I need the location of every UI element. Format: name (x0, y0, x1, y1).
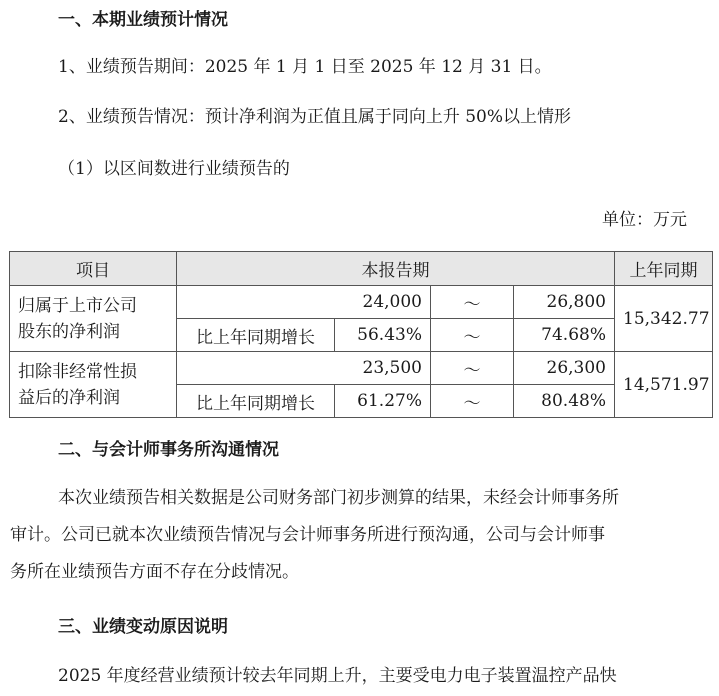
growth-label: 比上年同期增长 (177, 319, 335, 352)
forecast-subheading: （1）以区间数进行业绩预告的 (58, 159, 290, 179)
table-header-row (10, 252, 713, 286)
forecast-situation: 2、业绩预告情况：预计净利润为正值且属于同向上升 50%以上情形 (58, 107, 572, 127)
prior-value: 15,342.77 (615, 286, 713, 352)
header-current-period: 本报告期 (177, 252, 615, 286)
value-low: 24,000 (177, 286, 431, 319)
row-label-line: 股东的净利润 (18, 321, 120, 342)
unit-label: 单位：万元 (602, 210, 687, 230)
header-item: 项目 (10, 252, 177, 286)
row-label-line: 归属于上市公司 (18, 295, 137, 316)
forecast-table (9, 251, 713, 418)
value-high: 26,800 (514, 286, 615, 319)
row-label-line: 扣除非经常性损 (18, 361, 137, 382)
section-2-line-1: 本次业绩预告相关数据是公司财务部门初步测算的结果，未经会计师事务所 (58, 488, 619, 508)
growth-high: 74.68% (514, 319, 615, 352)
section-1-title: 一、本期业绩预计情况 (58, 10, 228, 30)
section-2-title: 二、与会计师事务所沟通情况 (58, 440, 279, 460)
section-3-title: 三、业绩变动原因说明 (58, 617, 228, 637)
range-separator: ～ (431, 385, 514, 418)
range-separator: ～ (431, 286, 514, 319)
section-2-line-3: 务所在业绩预告方面不存在分歧情况。 (10, 562, 299, 582)
section-2-line-2: 审计。公司已就本次业绩预告情况与会计师事务所进行预沟通，公司与会计师事 (10, 525, 605, 545)
section-3-line-1: 2025 年度经营业绩预计较去年同期上升，主要受电力电子装置温控产品快 (58, 666, 617, 686)
row-label-line: 益后的净利润 (18, 387, 120, 408)
row-label-net-profit (10, 286, 177, 352)
range-separator: ～ (431, 319, 514, 352)
table-row (10, 286, 713, 319)
value-high: 26,300 (514, 352, 615, 385)
growth-high: 80.48% (514, 385, 615, 418)
growth-label: 比上年同期增长 (177, 385, 335, 418)
forecast-period: 1、业绩预告期间：2025 年 1 月 1 日至 2025 年 12 月 31 日。 (58, 57, 552, 77)
growth-low: 61.27% (335, 385, 431, 418)
row-label-adjusted-net-profit (10, 352, 177, 418)
header-prior-period: 上年同期 (615, 252, 713, 286)
table-row (10, 352, 713, 385)
value-low: 23,500 (177, 352, 431, 385)
growth-low: 56.43% (335, 319, 431, 352)
prior-value: 14,571.97 (615, 352, 713, 418)
range-separator: ～ (431, 352, 514, 385)
